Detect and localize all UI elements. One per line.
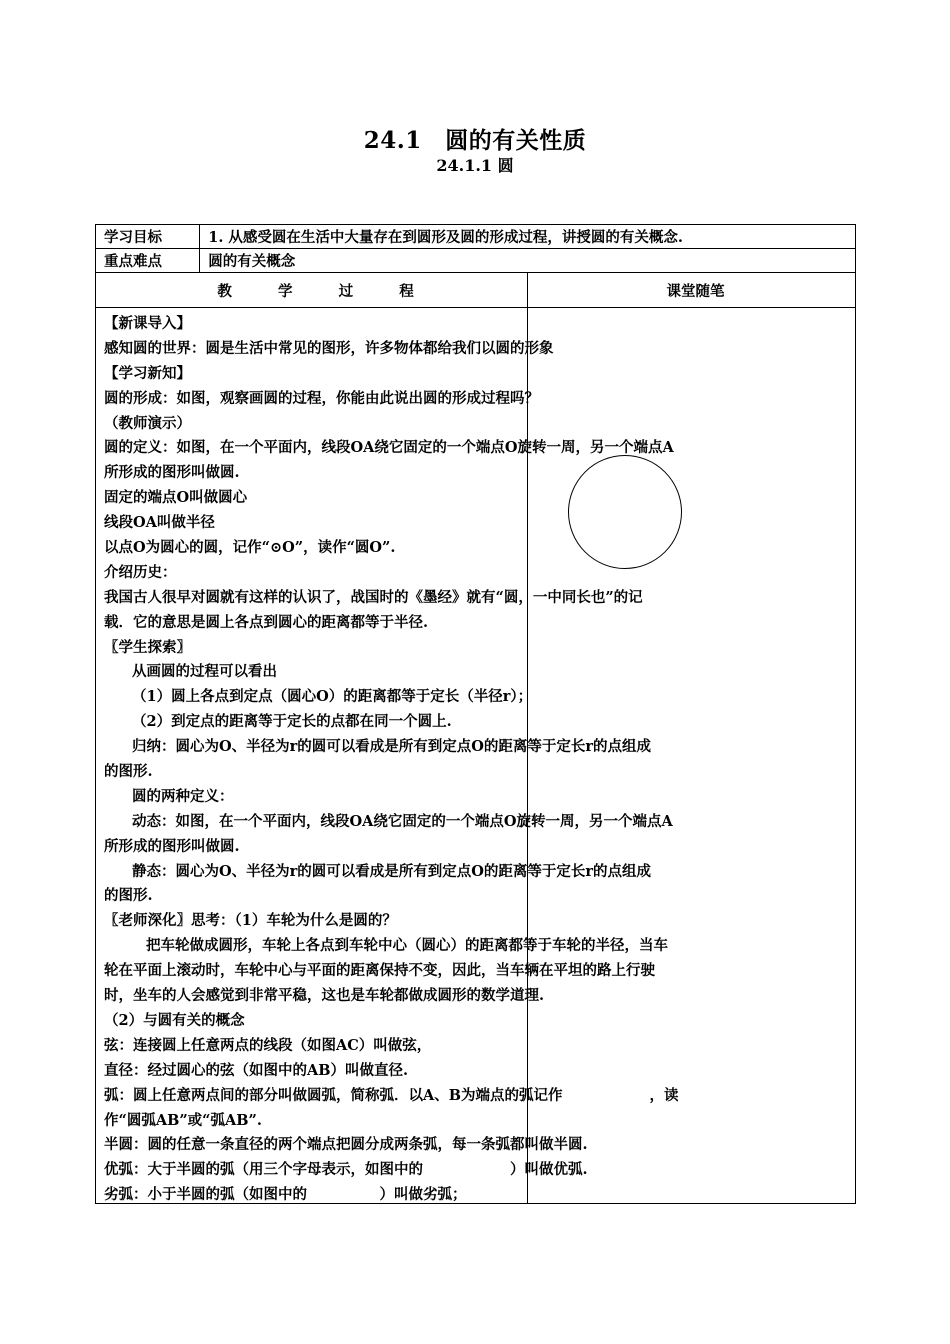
content-line: 【新课导入】 (104, 315, 191, 332)
process-header (96, 273, 528, 308)
circle-figure (568, 455, 682, 569)
content-line: 〖学生探索〗 (104, 638, 191, 656)
content-line: 〖老师深化〗思考：（1）车轮为什么是圆的？ (104, 912, 397, 930)
content-line: （2）与圆有关的概念 (104, 1011, 245, 1029)
content-line: 圆的形成：如图，观察画圆的过程，你能由此说出圆的形成过程吗？ (104, 389, 539, 407)
content-line: 从画圆的过程可以看出 (132, 663, 277, 681)
process-content (96, 308, 679, 1204)
content-line: 【学习新知】 (104, 364, 191, 382)
content-line: 弦：连接圆上任意两点的线段（如图AC）叫做弦， (104, 1036, 432, 1054)
content-line: 我国古人很早对圆就有这样的认识了，战国时的《墨经》就有“圆，一中同长也”的记 (104, 588, 643, 606)
content-line: 动态：如图，在一个平面内，线段OA绕它固定的一个端点O旋转一周，另一个端点A (132, 812, 673, 830)
content-lines (104, 312, 760, 1208)
content-line: 作“圆弧AB”或“弧AB”. (104, 1111, 262, 1129)
table-row-objectives (96, 225, 856, 249)
content-line: 感知圆的世界：圆是生活中常见的图形，许多物体都给我们以圆的形象 (104, 339, 554, 357)
table-row-content (96, 308, 856, 1204)
process-header-char: 过 (338, 282, 354, 300)
content-line: 介绍历史： (104, 563, 177, 581)
content-line: 所形成的图形叫做圆. (104, 464, 240, 482)
content-line: 圆的定义：如图，在一个平面内，线段OA绕它固定的一个端点O旋转一周，另一个端点A (104, 439, 674, 457)
content-line: 优弧：大于半圆的弧（用三个字母表示，如图中的 ）叫做优弧. (104, 1161, 588, 1179)
content-line: 以点O为圆心的圆，记作“⊙O”，读作“圆O”. (104, 539, 396, 557)
content-line: 线段OA叫做半径 (104, 514, 215, 532)
content-line: 直径：经过圆心的弦（如图中的AB）叫做直径. (104, 1061, 409, 1079)
objectives-label: 学习目标 (96, 225, 200, 249)
table-row-header (96, 273, 856, 308)
lesson-table (95, 224, 856, 1204)
process-header-char: 程 (399, 282, 414, 300)
objectives-value: 1. 从感受圆在生活中大量存在到圆形及圆的形成过程，讲授圆的有关概念. (200, 225, 856, 249)
key-points-value: 圆的有关概念 (200, 249, 856, 273)
content-line: 的图形. (104, 887, 153, 905)
page-title: 24.1 圆的有关性质 (363, 127, 587, 154)
content-line: 把车轮做成圆形，车轮上各点到车轮中心（圆心）的距离都等于车轮的半径，当车 (146, 937, 668, 955)
content-line: 半圆：圆的任意一条直径的两个端点把圆分成两条弧，每一条弧都叫做半圆. (104, 1136, 588, 1154)
content-line: 劣弧：小于半圆的弧（如图中的 ）叫做劣弧； (104, 1186, 467, 1204)
key-points-label: 重点难点 (96, 249, 200, 273)
page-subtitle: 24.1.1 圆 (436, 156, 514, 175)
content-line: 轮在平面上滚动时，车轮中心与平面的距离保持不变，因此，当车辆在平坦的路上行驶 (104, 962, 655, 980)
content-line: 载．它的意思是圆上各点到圆心的距离都等于半径. (104, 613, 429, 631)
process-header-char: 教 (217, 282, 232, 300)
content-line: （教师演示） (104, 414, 191, 432)
process-header-char: 学 (277, 282, 293, 300)
content-line: 归纳：圆心为O、半径为r的圆可以看成是所有到定点O的距离等于定长r的点组成 (132, 738, 652, 756)
content-line: 的图形. (104, 763, 153, 781)
content-line: （2）到定点的距离等于定长的点都在同一个圆上. (132, 713, 452, 731)
notes-header: 课堂随笔 (528, 273, 856, 308)
content-line: 所形成的图形叫做圆. (104, 837, 240, 855)
content-line: 弧：圆上任意两点间的部分叫做圆弧，简称弧．以A、B为端点的弧记作 ，读 (104, 1086, 679, 1104)
table-row-key-points (96, 249, 856, 273)
content-line: 静态：圆心为O、半径为r的圆可以看成是所有到定点O的距离等于定长r的点组成 (132, 862, 652, 880)
content-line: （1）圆上各点到定点（圆心O）的距离都等于定长（半径r）； (132, 688, 533, 706)
content-line: 时，坐车的人会感觉到非常平稳，这也是车轮都做成圆形的数学道理. (104, 987, 545, 1005)
content-line: 圆的两种定义： (132, 787, 234, 805)
content-line: 固定的端点O叫做圆心 (104, 489, 248, 507)
